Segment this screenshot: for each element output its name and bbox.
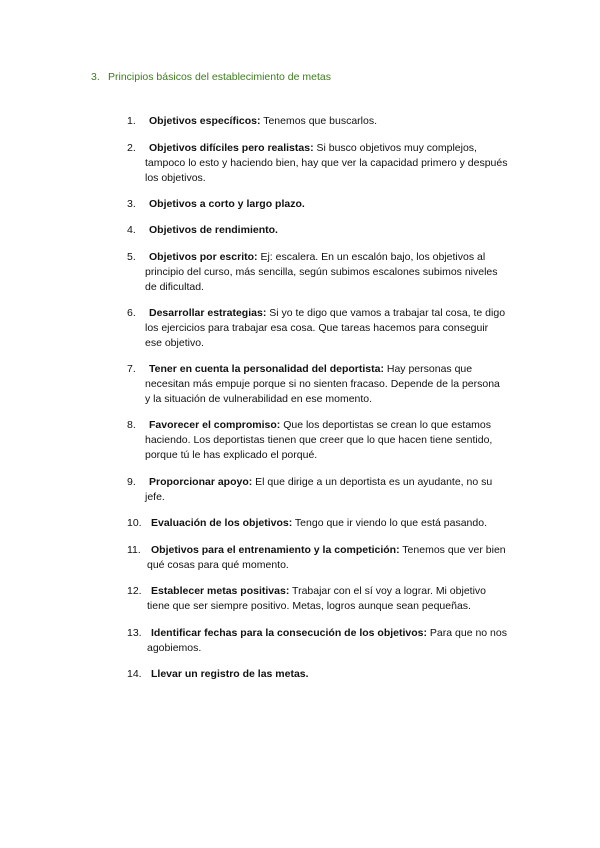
list-item-title: Objetivos para el entrenamiento y la competición: — [151, 544, 400, 556]
list-item-title: Proporcionar apoyo: — [149, 476, 253, 488]
section-title: Principios básicos del establecimiento de metas — [108, 71, 331, 83]
list-item-line: los objetivos. — [145, 172, 206, 184]
list-item-number: 5. — [127, 251, 136, 263]
list-item-first-line — [145, 197, 532, 212]
list-item-text: Tenemos que buscarlos. — [260, 115, 378, 127]
list-item-title: Objetivos de rendimiento. — [149, 224, 278, 236]
list-item-line: principio del curso, más sencilla, según subimos escalones subimos niveles — [145, 266, 498, 278]
list-item-line: ese objetivo. — [145, 337, 204, 349]
list-item-first-line — [147, 667, 532, 682]
list-item-text: Que los deportistas se crean lo que estamos — [280, 419, 491, 431]
list-item-line: los ejercicios para trabajar esa cosa. Que tareas hacemos para conseguir — [145, 322, 489, 334]
list-item-line: necesitan más empuje porque si no sienten fracaso. Depende de la persona — [145, 378, 500, 390]
list-item-first-line — [147, 516, 532, 531]
list-item-line: haciendo. Los deportistas tienen que creer que lo que hacen tiene sentido, — [145, 434, 493, 446]
list-item-body — [147, 626, 532, 656]
list-item-line: jefe. — [145, 491, 165, 503]
list-item-title: Establecer metas positivas: — [151, 585, 290, 597]
list-item-body — [145, 114, 532, 129]
list-item-number: 13. — [127, 627, 142, 639]
list-item-body — [145, 250, 532, 295]
list-item-number: 8. — [127, 419, 136, 431]
list-item-first-line — [147, 584, 532, 599]
list-item-body — [147, 543, 532, 573]
list-item-body — [145, 418, 532, 463]
list-item-first-line — [145, 223, 532, 238]
list-item-number: 4. — [127, 224, 136, 236]
list-item-text: Hay personas que — [383, 363, 473, 375]
list-item-title: Desarrollar estrategias: — [149, 307, 267, 319]
list-item-line: de dificultad. — [145, 281, 204, 293]
list-item-line: y la situación de vulnerabilidad en ese momento. — [145, 393, 373, 405]
list-item-number: 9. — [127, 476, 136, 488]
list-item-title: Objetivos específicos: — [149, 115, 261, 127]
list-item-number: 12. — [127, 585, 142, 597]
list-item-body — [147, 584, 532, 614]
list-item-body — [145, 306, 532, 351]
list-item-text: Tengo que ir viendo lo que está pasando. — [292, 517, 487, 529]
list-item-first-line — [145, 418, 532, 433]
list-item-text: Si busco objetivos muy complejos, — [313, 142, 477, 154]
section-number: 3. — [91, 71, 100, 83]
list-item-text: Si yo te digo que vamos a trabajar tal cosa, te digo — [266, 307, 506, 319]
list-item-line: tiene que ser siempre positivo. Metas, logros aunque sean pequeñas. — [147, 600, 471, 612]
list-item-first-line — [147, 543, 532, 558]
list-item-text: Para que no nos — [427, 627, 507, 639]
list-item-first-line — [145, 362, 532, 377]
list-item-first-line — [145, 141, 532, 156]
list-item-body — [145, 141, 532, 186]
list-item-body — [145, 475, 532, 505]
list-item-text: Trabajar con el sí voy a lograr. Mi objetivo — [289, 585, 487, 597]
list-item-line: agobiemos. — [147, 642, 202, 654]
list-item-title: Objetivos por escrito: — [149, 251, 258, 263]
list-item-number: 6. — [127, 307, 136, 319]
list-item-title: Identificar fechas para la consecución de los objetivos: — [151, 627, 427, 639]
list-item-first-line — [147, 626, 532, 641]
list-item-title: Tener en cuenta la personalidad del deportista: — [149, 363, 384, 375]
list-item-line: porque tú le has explicado el porqué. — [145, 449, 318, 461]
list-item-number: 1. — [127, 115, 136, 127]
list-item-first-line — [145, 250, 532, 265]
list-item-title: Evaluación de los objetivos: — [151, 517, 293, 529]
list-item-body — [145, 197, 532, 212]
list-item-body — [145, 362, 532, 407]
list-item-number: 2. — [127, 142, 136, 154]
list-item-line: tampoco lo esto y haciendo bien, hay que ver la capacidad primero y después — [145, 157, 508, 169]
list-item-title: Objetivos difíciles pero realistas: — [149, 142, 314, 154]
list-item-number: 10. — [127, 517, 142, 529]
list-item-body — [147, 667, 532, 682]
list-item-title: Favorecer el compromiso: — [149, 419, 281, 431]
list-item-number: 14. — [127, 668, 142, 680]
list-item-number: 3. — [127, 198, 136, 210]
list-item-number: 7. — [127, 363, 136, 375]
list-item-text: El que dirige a un deportista es un ayudante, no su — [252, 476, 493, 488]
list-item-first-line — [145, 114, 532, 129]
list-item-text: Ej: escalera. En un escalón bajo, los objetivos al — [257, 251, 486, 263]
list-item-body — [147, 516, 532, 531]
list-item-title: Llevar un registro de las metas. — [151, 668, 309, 680]
list-item-first-line — [145, 475, 532, 490]
list-item-title: Objetivos a corto y largo plazo. — [149, 198, 305, 210]
list-item-body — [145, 223, 532, 238]
list-item-number: 11. — [127, 544, 141, 556]
list-item-first-line — [145, 306, 532, 321]
list-item-text: Tenemos que ver bien — [399, 544, 506, 556]
list-item-line: qué cosas para qué momento. — [147, 559, 289, 571]
section-heading — [91, 71, 331, 83]
